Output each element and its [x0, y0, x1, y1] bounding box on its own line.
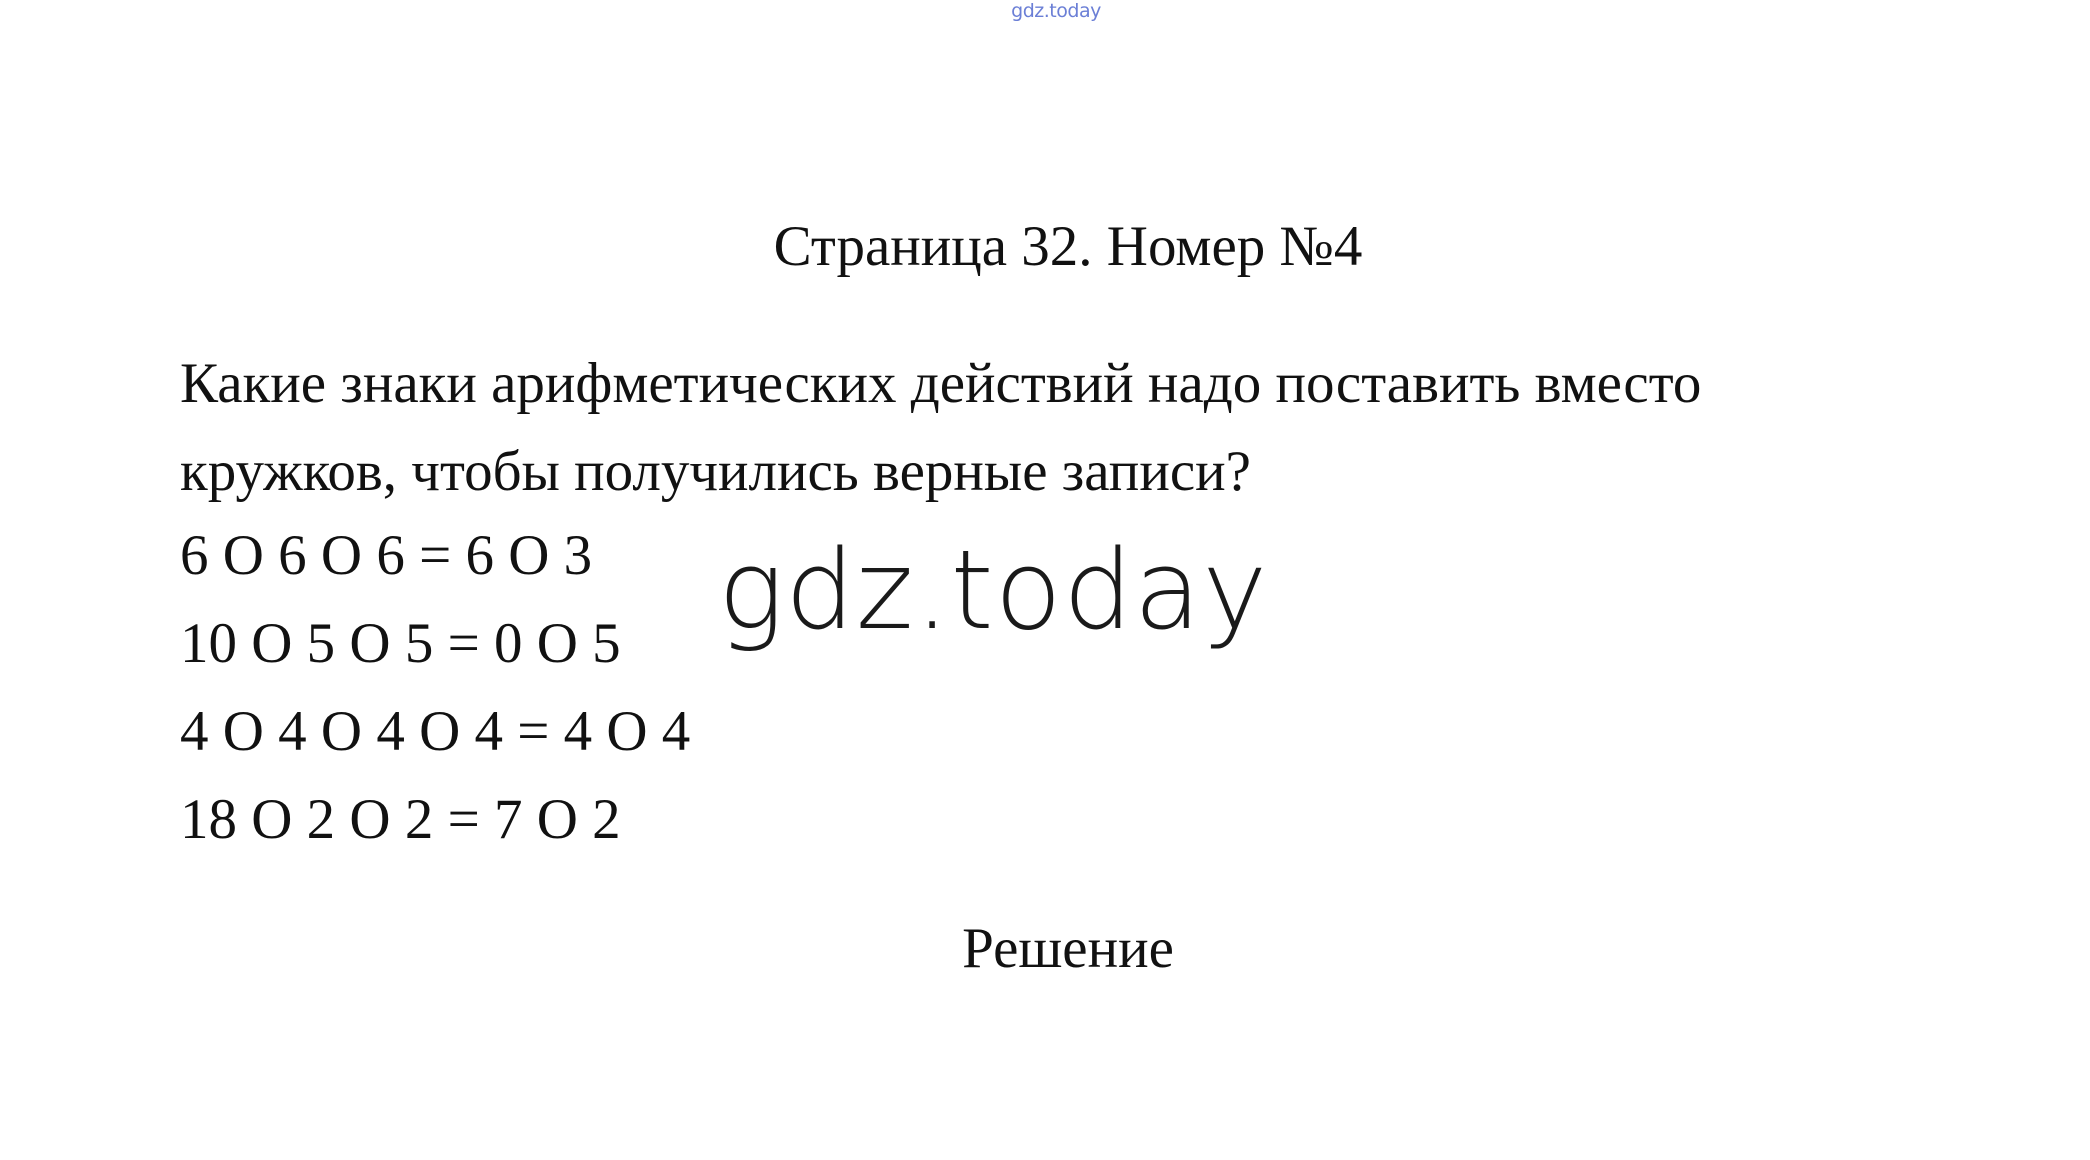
- question-line: кружков, чтобы получились верные записи?: [180, 440, 1251, 503]
- question-line: Какие знаки арифметических действий надо поставить вместо: [180, 352, 1702, 415]
- center-watermark: gdz.today: [718, 526, 1269, 654]
- solution-heading: Решение: [962, 917, 1174, 980]
- equation: 18 O 2 O 2 = 7 O 2: [180, 788, 621, 851]
- equations-list: [180, 512, 690, 864]
- equation: 4 O 4 O 4 O 4 = 4 O 4: [180, 700, 691, 763]
- equation: 10 O 5 O 5 = 0 O 5: [180, 612, 621, 675]
- top-watermark: gdz.today: [1011, 0, 1101, 22]
- page-title: Страница 32. Номер №4: [773, 215, 1363, 278]
- equation: 6 O 6 O 6 = 6 O 3: [180, 524, 593, 587]
- question-text: [180, 340, 1900, 516]
